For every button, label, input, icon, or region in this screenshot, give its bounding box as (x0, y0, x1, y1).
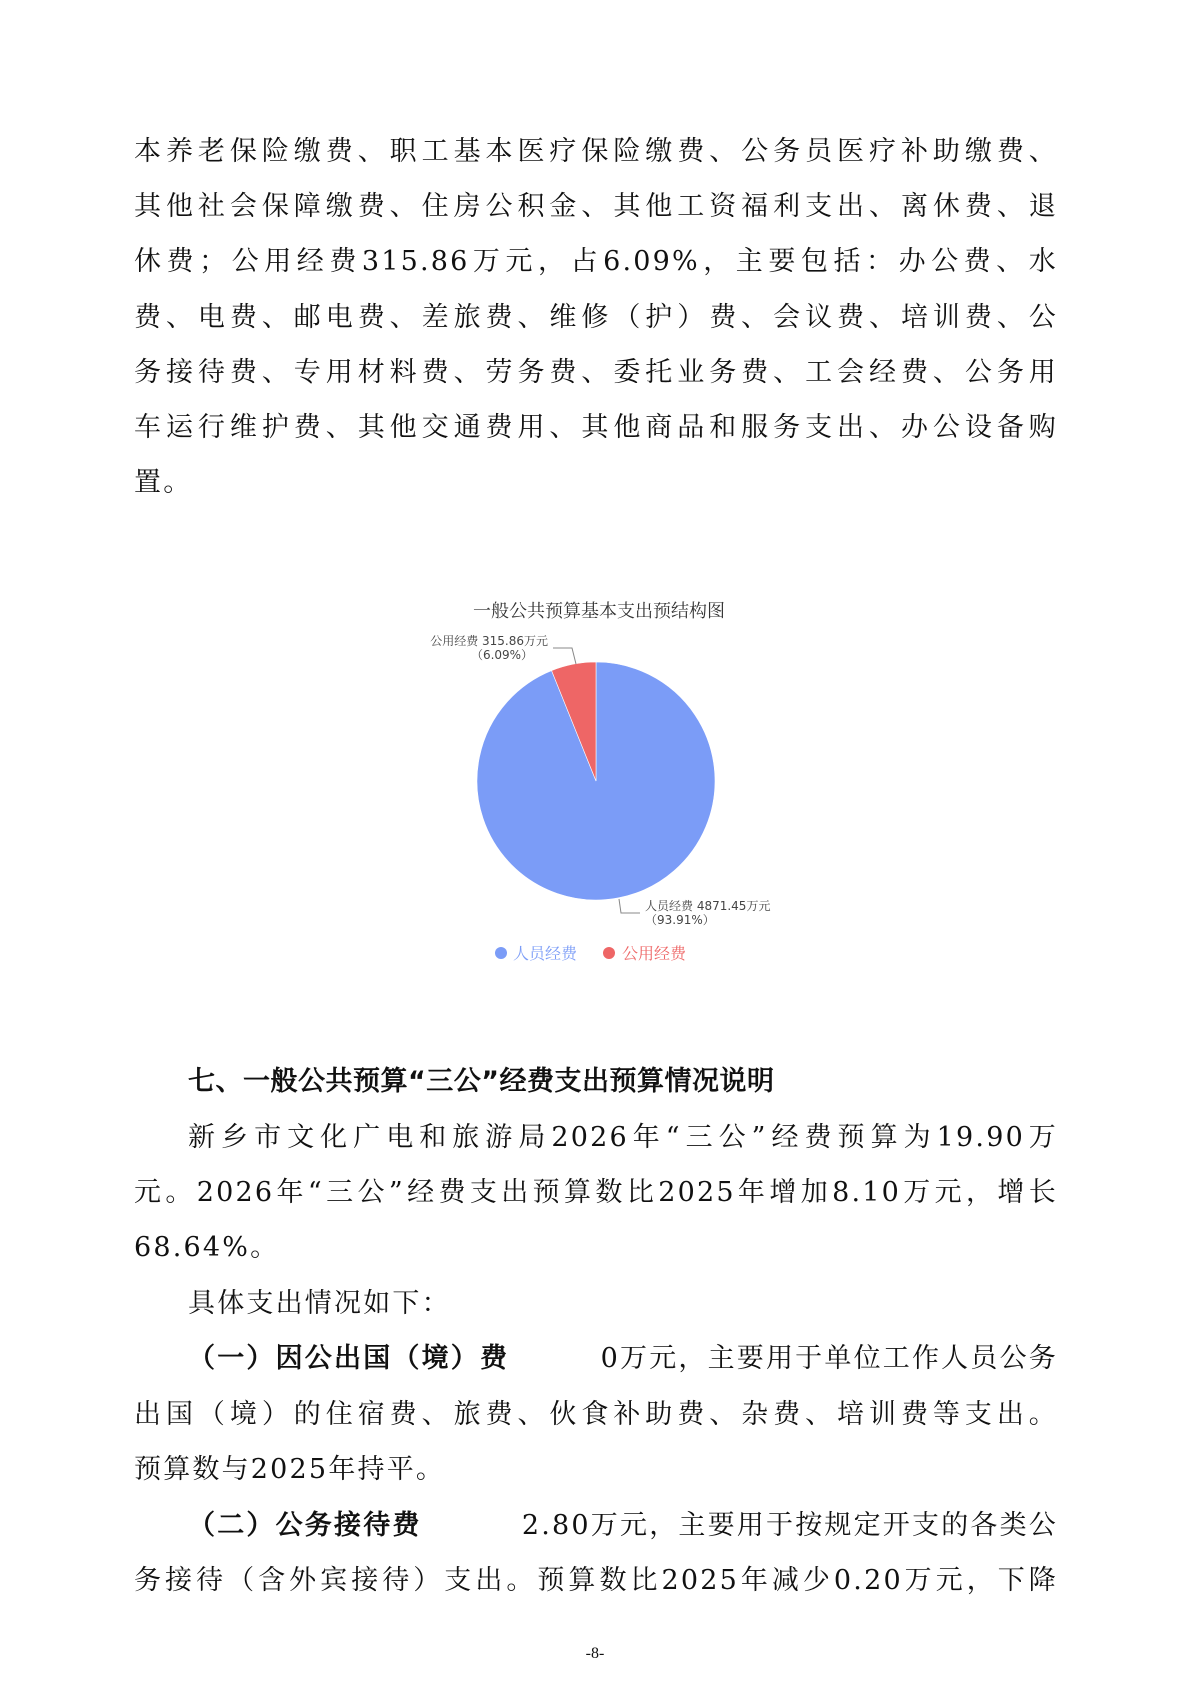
item1-first-line (188, 1339, 1058, 1379)
slice-label-public: 公用经费 315.86万元 (430, 634, 548, 648)
item2-title: （二）公务接待费 (188, 1510, 422, 1541)
paragraph-line: 本养老保险缴费、职工基本医疗保险缴费、公务员医疗补助缴费、 (134, 136, 1058, 167)
paragraph-line: 置。 (134, 467, 193, 498)
section-heading: 七、一般公共预算“三公”经费支出预算情况说明 (188, 1066, 775, 1097)
legend-marker-personnel (495, 947, 507, 959)
paragraph-line: 车运行维护费、其他交通费用、其他商品和服务支出、办公设备购 (134, 412, 1058, 443)
item1-text: 0万元，主要用于单位工作人员公务 (600, 1343, 1058, 1374)
paragraph-line: 预算数与2025年持平。 (134, 1454, 446, 1485)
chart-legend (495, 944, 687, 963)
paragraph-line: 元。2026年“三公”经费支出预算数比2025年增加8.10万元，增长 (134, 1177, 1058, 1208)
paragraph-line: 务接待费、专用材料费、劳务费、委托业务费、工会经费、公务用 (134, 357, 1058, 388)
paragraph-line: 出国（境）的住宿费、旅费、伙食补助费、杂费、培训费等支出。 (134, 1399, 1058, 1430)
item1-title: （一）因公出国（境）费 (188, 1343, 510, 1374)
paragraph-line: 休费；公用经费315.86万元，占6.09%，主要包括：办公费、水 (134, 246, 1058, 277)
label-leader-line-public (553, 648, 576, 664)
chart-title: 一般公共预算基本支出预结构图 (473, 601, 725, 622)
item2-text: 2.80万元，主要用于按规定开支的各类公 (521, 1510, 1058, 1541)
legend-marker-public (603, 947, 615, 959)
paragraph-line: 务接待（含外宾接待）支出。预算数比2025年减少0.20万元，下降 (134, 1565, 1058, 1596)
item2-first-line (188, 1506, 1058, 1546)
legend-item-personnel[interactable]: 人员经费 (513, 944, 578, 963)
paragraph-line: 其他社会保障缴费、住房公积金、其他工资福利支出、离休费、退 (134, 191, 1058, 222)
intro-line: 具体支出情况如下： (188, 1288, 451, 1319)
slice-percent-personnel: （93.91%） (645, 913, 715, 927)
paragraph-line: 新乡市文化广电和旅游局2026年“三公”经费预算为19.90万 (188, 1122, 1058, 1153)
page-number: -8- (585, 1645, 605, 1662)
paragraph-line: 费、电费、邮电费、差旅费、维修（护）费、会议费、培训费、公 (134, 302, 1058, 333)
paragraph-line: 68.64%。 (134, 1232, 280, 1263)
label-leader-line-personnel (619, 899, 640, 913)
slice-label-personnel: 人员经费 4871.45万元 (645, 899, 771, 913)
pie-slices (477, 662, 715, 900)
slice-percent-public: （6.09%） (470, 648, 534, 662)
legend-item-public[interactable]: 公用经费 (622, 944, 687, 963)
